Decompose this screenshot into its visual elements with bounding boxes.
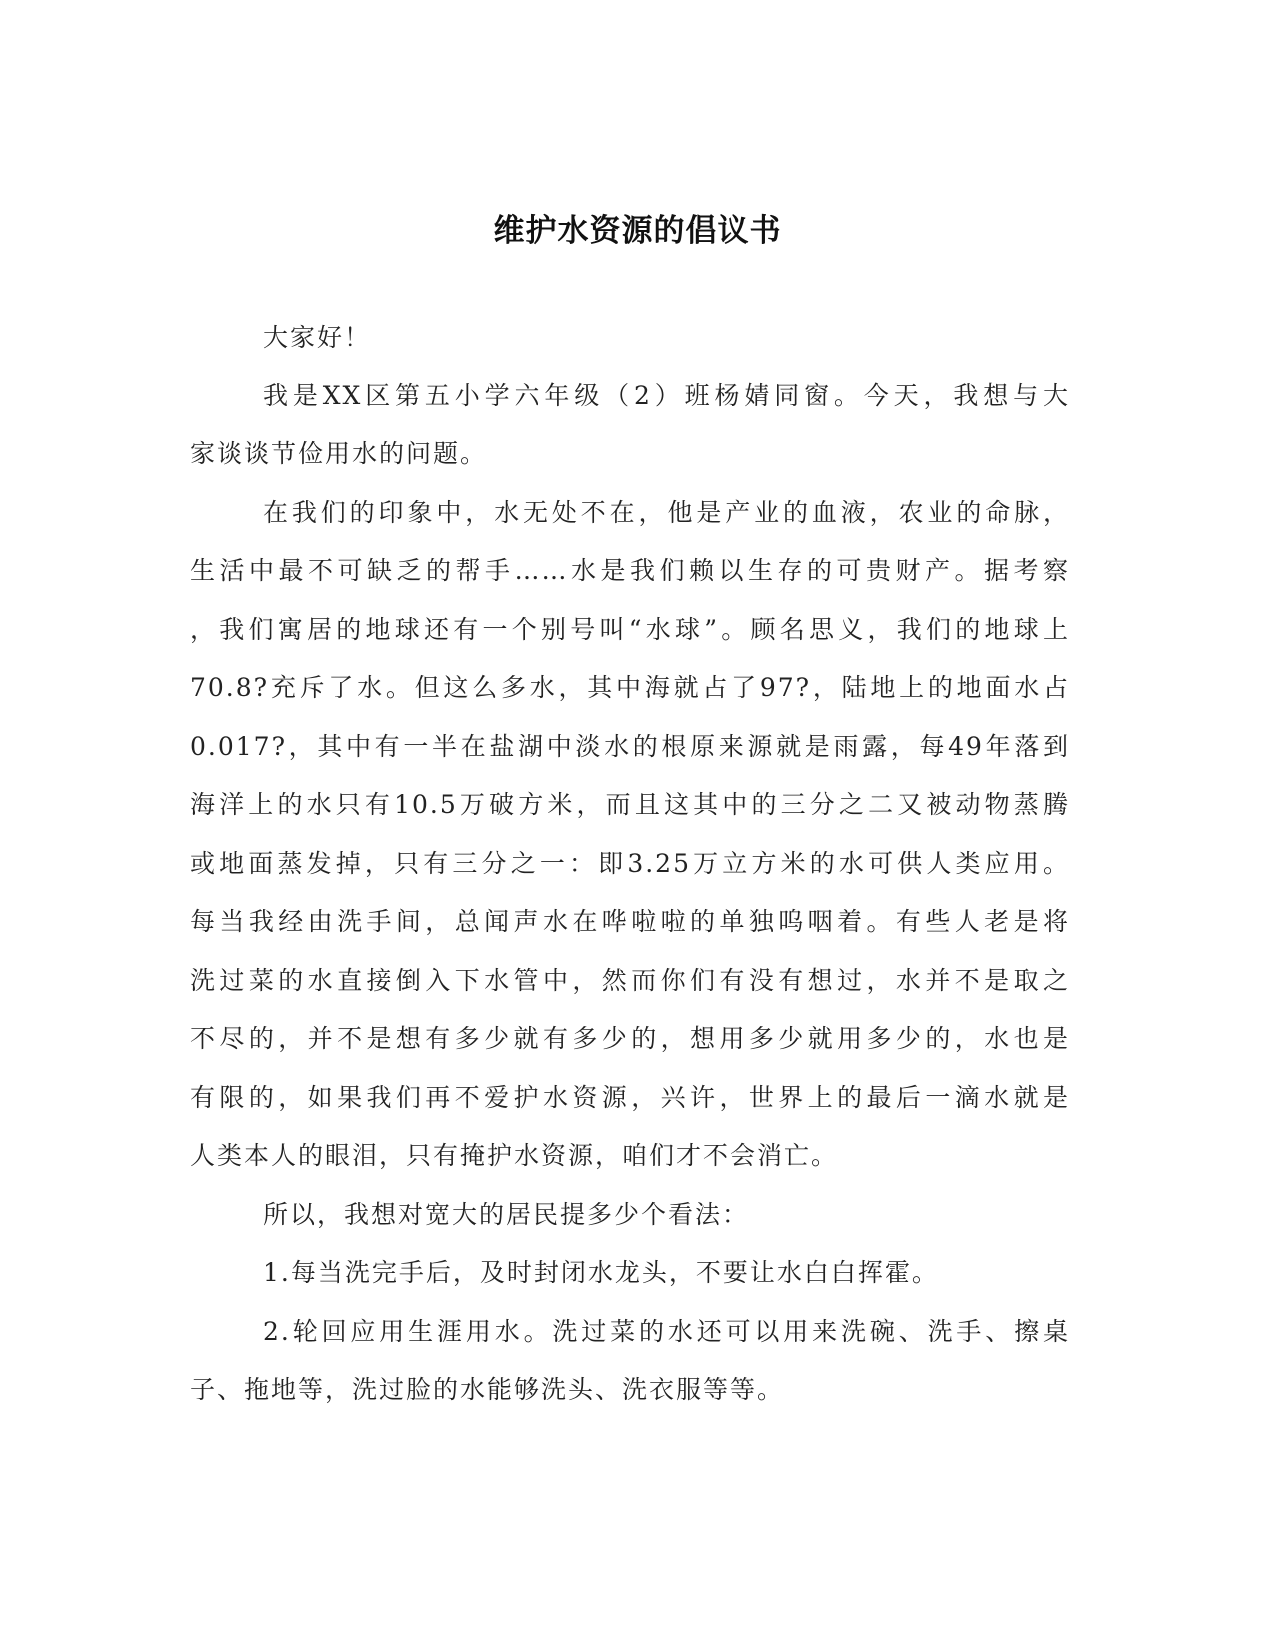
- body-line: 人类本人的眼泪，只有掩护水资源，咱们才不会消亡。: [190, 1141, 839, 1170]
- body-line: 在我们的印象中，水无处不在，他是产业的血液，农业的命脉，: [263, 498, 1070, 527]
- document-title: 维护水资源的倡议书: [493, 213, 782, 249]
- body-line: 海洋上的水只有10.5万破方米，而且这其中的三分之二又被动物蒸腾: [190, 790, 1070, 819]
- list-item-continuation: 子、拖地等，洗过脸的水能够洗头、洗衣服等等。: [190, 1375, 785, 1404]
- body-line: 洗过菜的水直接倒入下水管中，然而你们有没有想过，水并不是取之: [190, 966, 1070, 995]
- body-line: 不尽的，并不是想有多少就有多少的，想用多少就用多少的，水也是: [190, 1024, 1070, 1053]
- body-line: 有限的，如果我们再不爱护水资源，兴许，世界上的最后一滴水就是: [190, 1083, 1070, 1112]
- body-line: 0.017?，其中有一半在盐湖中淡水的根原来源就是雨露，每49年落到: [190, 732, 1070, 761]
- body-line: 或地面蒸发掉，只有三分之一：即3.25万立方米的水可供人类应用。: [190, 849, 1070, 878]
- body-line: 每当我经由洗手间，总闻声水在哗啦啦的单独呜咽着。有些人老是将: [190, 907, 1070, 936]
- body-line: ，我们寓居的地球还有一个别号叫“水球”。顾名思义，我们的地球上: [190, 615, 1070, 644]
- body-line: 我是XX区第五小学六年级（2）班杨婧同窗。今天，我想与大: [263, 381, 1070, 410]
- body-line: 所以，我想对宽大的居民提多少个看法：: [263, 1200, 750, 1229]
- body-line: 70.8?充斥了水。但这么多水，其中海就占了97?，陆地上的地面水占: [190, 673, 1070, 702]
- list-item: 1.每当洗完手后，及时封闭水龙头，不要让水白白挥霍。: [263, 1258, 939, 1287]
- list-item: 2.轮回应用生涯用水。洗过菜的水还可以用来洗碗、洗手、擦桌: [263, 1317, 1070, 1346]
- body-line: 生活中最不可缺乏的帮手……水是我们赖以生存的可贵财产。据考察: [190, 556, 1070, 585]
- body-line: 家谈谈节俭用水的问题。: [190, 439, 488, 468]
- greeting-line: 大家好！: [263, 323, 372, 352]
